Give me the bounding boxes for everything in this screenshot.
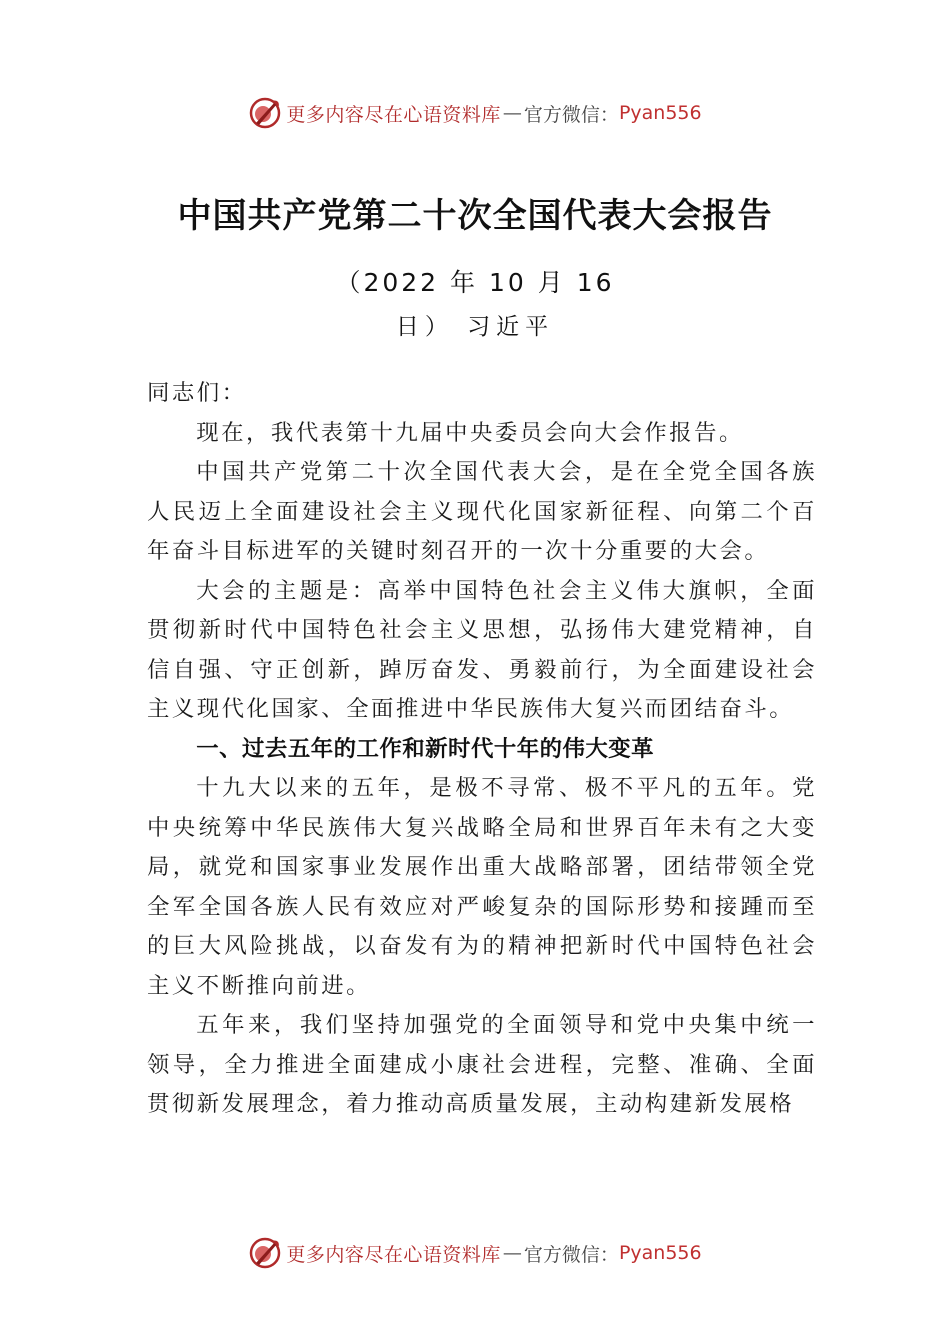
dateline-line-2: 日） 习近平 <box>395 314 555 340</box>
section-paragraph-2: 五年来，我们坚持加强党的全面领导和党中央集中统一领导，全力推进全面建成小康社会进程，完整、准确、全面贯彻新发展理念，着力推动高质量发展，主动构建新发展格 <box>147 1012 817 1117</box>
section-paragraph-1: 十九大以来的五年，是极不寻常、极不平凡的五年。党中央统筹中华民族伟大复兴战略全局和世界百年未有之大变局，就党和国家事业发展作出重大战略部署，团结带领全党全军全国各族人民有效应对严峻复杂的国际形势和接踵而至的巨大风险挑战，以奋发有为的精神把新时代中国特色社会主义不断推向前进。 <box>147 775 817 999</box>
salutation: 同志们： <box>147 380 247 406</box>
section-heading: 一、过去五年的工作和新时代十年的伟大变革 <box>196 735 655 762</box>
watermark-separator: — <box>502 1242 522 1264</box>
watermark-label: 官方微信： <box>523 1243 619 1266</box>
dateline-line-1: （2022 年 10 月 16 <box>335 268 615 297</box>
paragraph-1: 现在，我代表第十九届中央委员会向大会作报告。 <box>196 419 744 446</box>
document-body <box>147 374 817 1125</box>
header-watermark <box>0 96 950 130</box>
footer-watermark <box>0 1236 950 1270</box>
document-title: 中国共产党第二十次全国代表大会报告 <box>177 196 773 236</box>
paragraph-2: 中国共产党第二十次全国代表大会，是在全党全国各族人民迈上全面建设社会主义现代化国家新征程、向第二个百年奋斗目标进军的关键时刻召开的一次十分重要的大会。 <box>147 459 817 564</box>
watermark-text: 更多内容尽在心语资料库 <box>286 1243 501 1266</box>
watermark-wechat-id: Pyan556 <box>618 102 702 124</box>
paragraph-3: 大会的主题是：高举中国特色社会主义伟大旗帜，全面贯彻新时代中国特色社会主义思想，弘扬伟大建党精神，自信自强、守正创新，踔厉奋发、勇毅前行，为全面建设社会主义现代化国家、全面推进中华民族伟大复兴而团结奋斗。 <box>147 577 817 722</box>
quill-pen-logo-icon <box>248 1236 282 1270</box>
watermark-separator: — <box>502 102 522 124</box>
watermark-wechat-id: Pyan556 <box>618 1242 702 1264</box>
watermark-text: 更多内容尽在心语资料库 <box>286 103 501 126</box>
quill-pen-logo-icon <box>248 96 282 130</box>
watermark-label: 官方微信： <box>523 103 619 126</box>
